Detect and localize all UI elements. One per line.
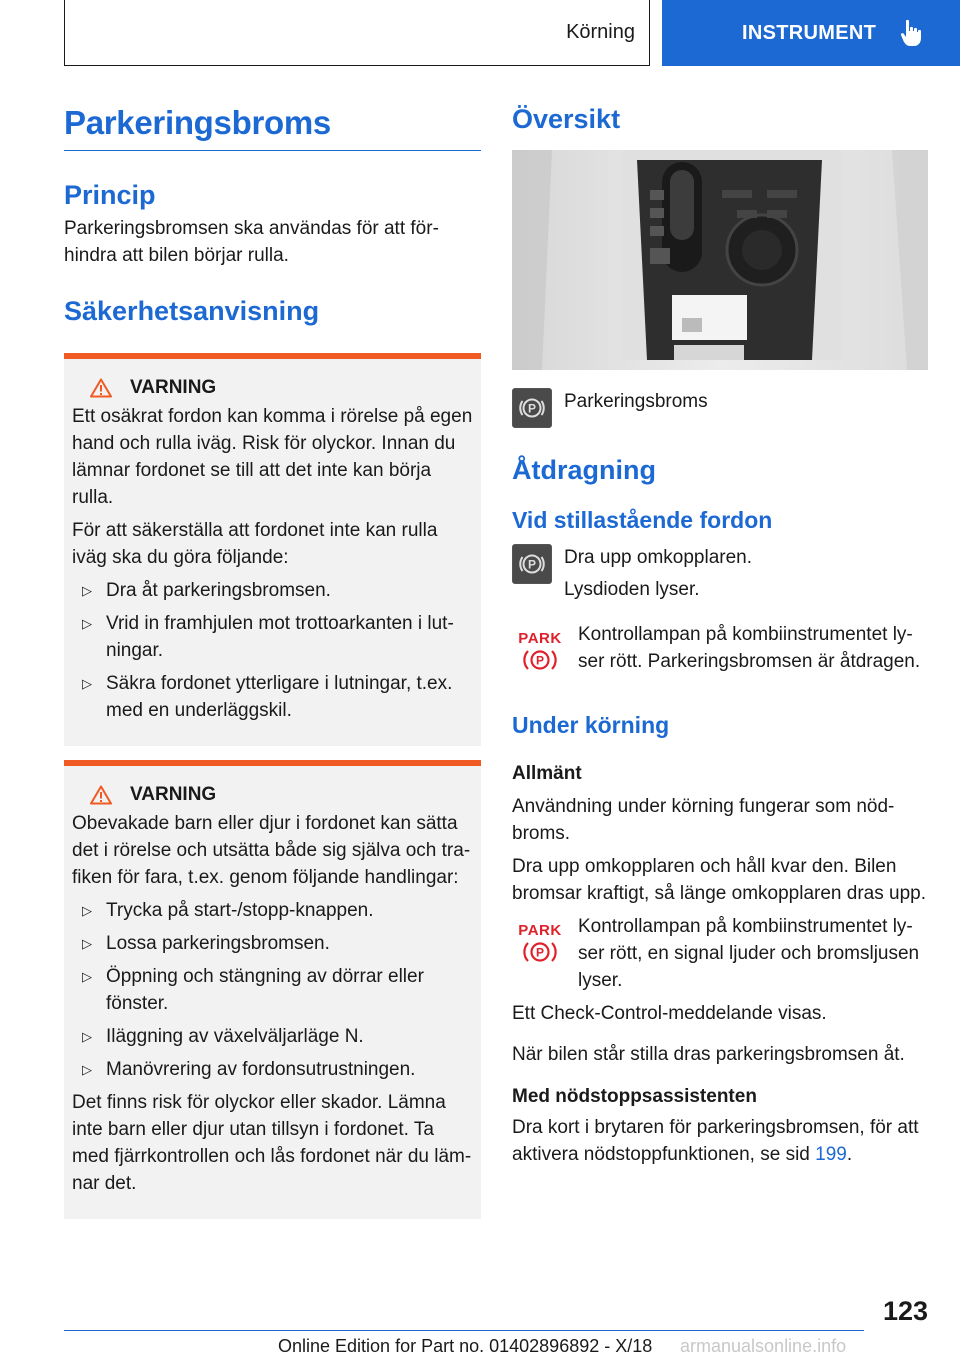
warning-title-1: [72, 377, 473, 399]
park-lamp-icon: [512, 913, 568, 965]
driving-lamp-row: [512, 913, 930, 994]
warning-box-1: [64, 353, 481, 746]
warning2-list: [72, 897, 473, 1083]
assistant-text: [512, 1114, 930, 1168]
general-heading: Allmänt: [512, 763, 582, 784]
warning2-text2: Det finns risk för olyckor eller skador. Lämna inte barn eller djur utan tillsyn i fordonet. Ta med fjärrkontrollen och lås fordonet när du läm-nar det.: [72, 1092, 472, 1194]
svg-text:P: P: [535, 653, 545, 668]
overview-heading: Översikt: [512, 104, 621, 134]
stationary-step: [512, 544, 930, 603]
page-title: Parkeringsbroms: [64, 100, 481, 151]
principle-text: Parkeringsbromsen ska användas för att för-hindra att bilen börjar rulla.: [64, 218, 439, 266]
list-item: ▷ Manövrering av fordonsutrustningen.: [72, 1056, 473, 1083]
overview-item: [512, 388, 930, 428]
chapter-label: INSTRUMENT: [742, 21, 877, 44]
list-item: ▷ Säkra fordonet ytterligare i lutningar, t.ex. med en underläggskil.: [72, 670, 473, 724]
parking-brake-button-icon: [512, 388, 552, 428]
warning1-text2: För att säkerställa att fordonet inte kan rulla iväg ska du göra följande:: [72, 520, 438, 568]
warning-title-2: [72, 784, 473, 806]
overview-label: Parkeringsbroms: [564, 391, 708, 412]
left-column: [64, 100, 481, 1219]
stationary-heading: Vid stillastående fordon: [512, 507, 773, 533]
svg-text:P: P: [527, 557, 537, 572]
stationary-step1: Dra upp omkopplaren.: [564, 547, 752, 568]
edition-text: Online Edition for Part no. 01402896892 - X/18: [278, 1336, 653, 1356]
footer-divider: [64, 1330, 864, 1331]
page-header: [0, 0, 960, 66]
assistant-text-end: .: [846, 1144, 853, 1165]
park-lamp-icon: [512, 621, 568, 673]
warning-box-2: [64, 760, 481, 1219]
assistant-heading: Med nödstoppsassistenten: [512, 1086, 757, 1107]
list-item: ▷ Vrid in framhjulen mot trottoarkanten i lut-ningar.: [72, 610, 473, 664]
section-tab[interactable]: [64, 0, 650, 66]
safety-heading: Säkerhetsanvisning: [64, 296, 320, 326]
general-text2: Dra upp omkopplaren och håll kvar den. Bilen bromsar kraftigt, så länge omkopplaren dras upp.: [512, 856, 926, 904]
warning-triangle-icon: [90, 785, 112, 805]
list-item: ▷ Trycka på start-/stopp-knappen.: [72, 897, 473, 924]
page-reference-link[interactable]: 199: [815, 1144, 847, 1165]
driving-lamp-text: Kontrollampan på kombiinstrumentet ly-ser rött, en signal ljuder och bromsljusen lyser.: [578, 916, 920, 991]
list-item: ▷ Iläggning av växelväljarläge N.: [72, 1023, 473, 1050]
svg-text:P: P: [527, 401, 537, 416]
section-label: Körning: [566, 21, 635, 43]
chapter-tab-active[interactable]: [662, 0, 960, 66]
stationary-lamp-row: [512, 621, 930, 675]
general-text1: Användning under körning fungerar som nöd-broms.: [512, 796, 895, 844]
watermark: armanualsonline.info: [680, 1336, 847, 1356]
stationary-step2: Lysdioden lyser.: [564, 579, 700, 600]
list-item: ▷ Dra åt parkeringsbromsen.: [72, 577, 473, 604]
list-item: ▷ Lossa parkeringsbromsen.: [72, 930, 473, 957]
list-item: ▷ Öppning och stängning av dörrar eller fönster.: [72, 963, 473, 1017]
right-column: [512, 100, 930, 1168]
console-photo: [512, 150, 928, 370]
svg-text:P: P: [535, 945, 545, 960]
driving-heading: Under körning: [512, 712, 670, 738]
principle-heading: Princip: [64, 180, 156, 210]
assistant-text-body: Dra kort i brytaren för parkeringsbromsen, för att aktivera nödstoppfunktionen, se sid: [512, 1117, 919, 1165]
warning2-text1: Obevakade barn eller djur i fordonet kan sätta det i rörelse och utsätta både sig själva och tra-fiken för fara, t.ex. genom följande handlingar:: [72, 813, 471, 888]
warning-label-1: VARNING: [130, 377, 217, 398]
page-number: 123: [882, 1296, 928, 1326]
hand-pointer-icon: [900, 19, 922, 47]
warning-label-2: VARNING: [130, 784, 217, 805]
park-text: PARK: [518, 922, 562, 939]
engage-heading: Åtdragning: [512, 455, 656, 485]
check-control-text: Ett Check-Control-meddelande visas.: [512, 1003, 827, 1024]
standstill-text: När bilen står stilla dras parkeringsbromsen åt.: [512, 1044, 905, 1065]
parking-brake-button-icon: [512, 544, 552, 584]
warning1-list: [72, 577, 473, 724]
park-text: PARK: [518, 630, 562, 647]
warning-triangle-icon: [90, 378, 112, 398]
stationary-lamp-text: Kontrollampan på kombiinstrumentet ly-ser rött. Parkeringsbromsen är åtdragen.: [578, 624, 921, 672]
warning1-text1: Ett osäkrat fordon kan komma i rörelse på egen hand och rulla iväg. Risk för olyckor. Innan du lämnar fordonet se till att det inte kan börja rulla.: [72, 406, 473, 508]
